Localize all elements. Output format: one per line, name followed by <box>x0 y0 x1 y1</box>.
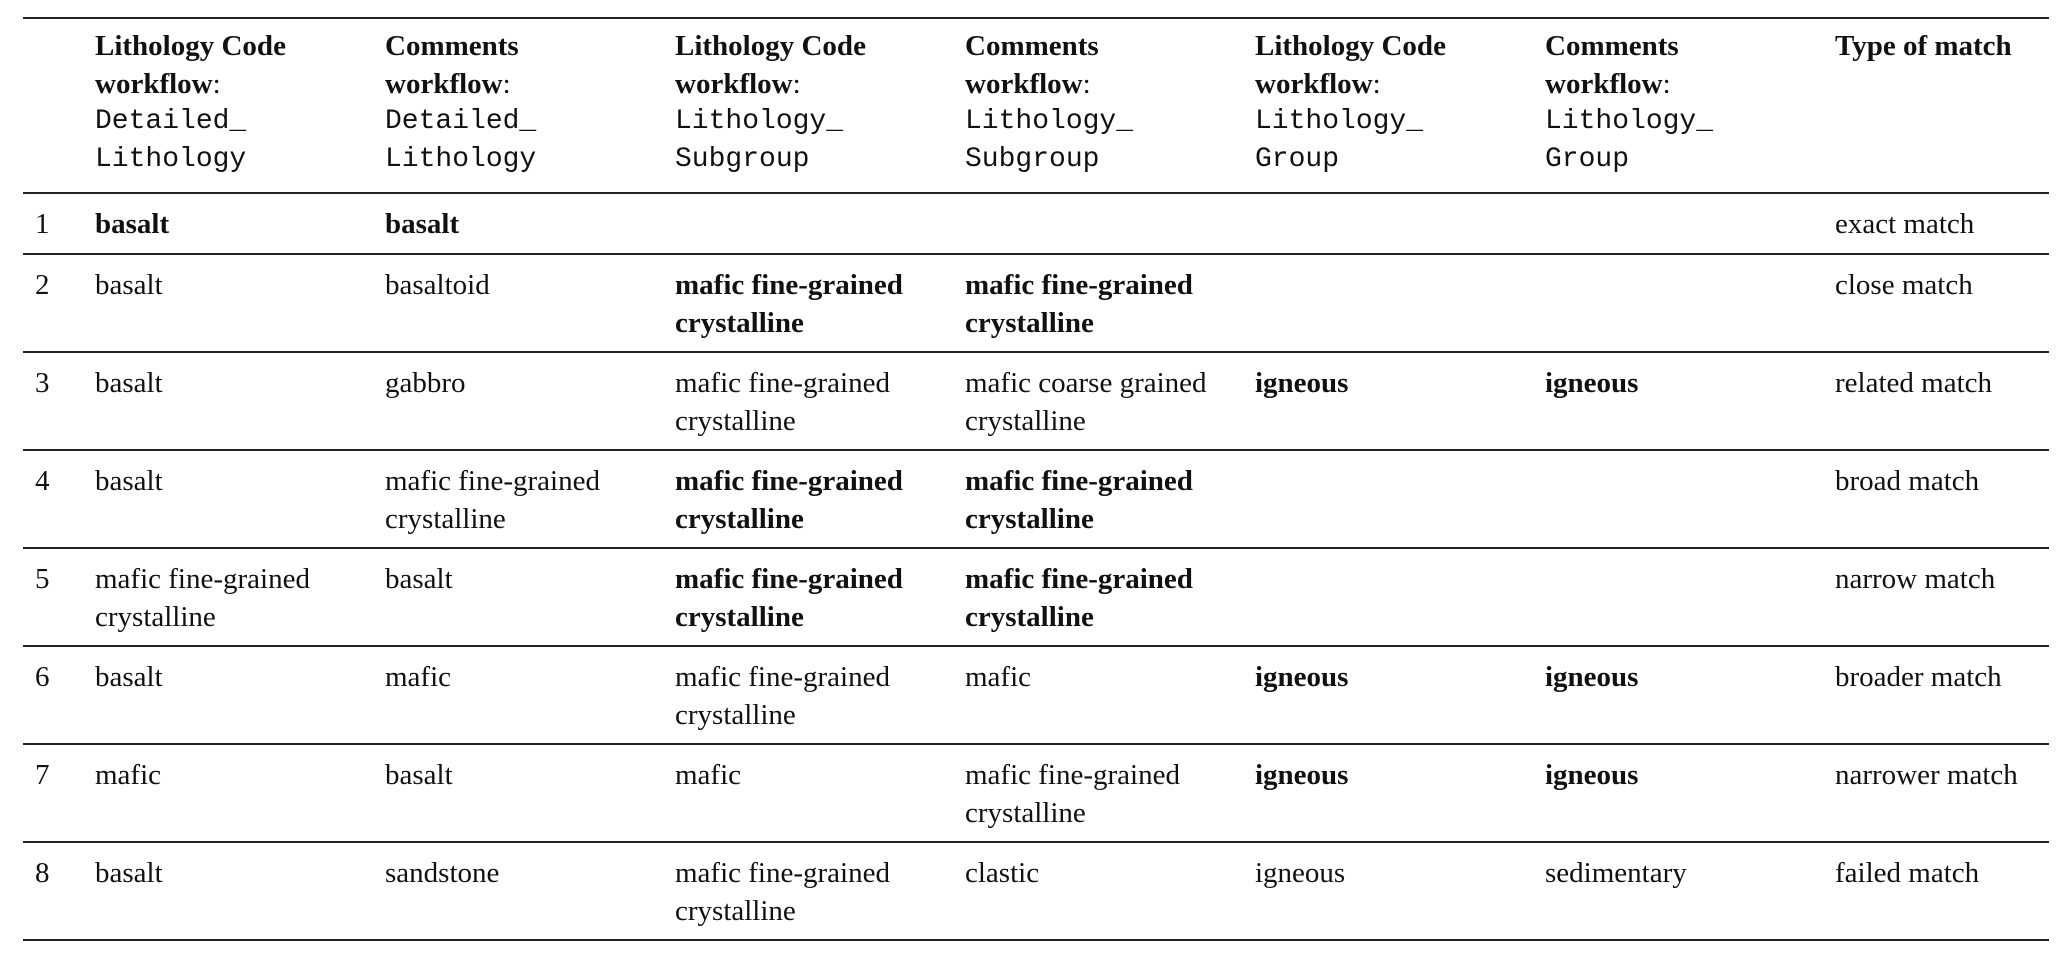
table-row <box>23 353 2049 451</box>
table-cell-lithology-code-group <box>1255 549 1545 645</box>
header-title: Comments <box>965 30 1099 62</box>
table-cell-index: 7 <box>35 759 50 791</box>
table-cell-lithology-code-detailed: basalt <box>95 367 163 399</box>
table-cell-comments-group <box>1545 549 1835 645</box>
header-cell-lithology-code-detailed <box>95 19 385 192</box>
table-row <box>23 194 2049 255</box>
table-cell-comments-subgroup: mafic fine-grained crystalline <box>965 269 1193 339</box>
table-cell-comments-group: igneous <box>1545 759 1639 791</box>
table-cell-comments-group <box>1545 255 1835 351</box>
table-cell-lithology-code-detailed: mafic <box>95 759 162 791</box>
table-cell-type-of-match: related match <box>1835 367 1992 399</box>
table-cell-type-of-match: narrow match <box>1835 563 1996 595</box>
table-cell-index: 5 <box>35 563 50 595</box>
table-cell-lithology-code-group: igneous <box>1255 759 1349 791</box>
table-row <box>23 745 2049 843</box>
header-workflow-label: workflow: <box>385 68 511 100</box>
table-cell-lithology-code-subgroup: mafic <box>675 759 742 791</box>
table-cell-comments-subgroup: mafic coarse grained crystalline <box>965 367 1207 437</box>
table-cell-lithology-code-subgroup: mafic fine-grained crystalline <box>675 857 890 927</box>
table-cell-comments-detailed: basalt <box>385 563 453 595</box>
table-cell-lithology-code-subgroup: mafic fine-grained crystalline <box>675 661 890 731</box>
table-cell-index: 2 <box>35 269 50 301</box>
table-cell-lithology-code-detailed: basalt <box>95 208 170 240</box>
table-cell-lithology-code-detailed: basalt <box>95 857 163 889</box>
match-types-table <box>23 17 2049 941</box>
header-cell-comments-group <box>1545 19 1835 192</box>
table-cell-comments-detailed: sandstone <box>385 857 500 889</box>
table-cell-comments-subgroup: mafic fine-grained crystalline <box>965 563 1193 633</box>
header-cell-comments-subgroup <box>965 19 1255 192</box>
table-cell-type-of-match: failed match <box>1835 857 1980 889</box>
header-workflow-value: Detailed_ Lithology <box>385 106 537 175</box>
header-title: Lithology Code <box>1255 30 1446 62</box>
table-cell-lithology-code-subgroup: mafic fine-grained crystalline <box>675 367 890 437</box>
table-cell-lithology-code-subgroup: mafic fine-grained crystalline <box>675 563 903 633</box>
header-cell-lithology-code-group <box>1255 19 1545 192</box>
table-cell-comments-subgroup <box>965 194 1255 253</box>
table-cell-comments-detailed: basalt <box>385 759 453 791</box>
table-cell-comments-detailed: basaltoid <box>385 269 490 301</box>
table-cell-comments-detailed: mafic <box>385 661 452 693</box>
header-cell-comments-detailed <box>385 19 675 192</box>
table-cell-lithology-code-group <box>1255 451 1545 547</box>
table-cell-comments-subgroup: clastic <box>965 857 1040 889</box>
table-cell-type-of-match: broad match <box>1835 465 1980 497</box>
table-cell-index: 4 <box>35 465 50 497</box>
header-workflow-label: workflow: <box>1545 68 1671 100</box>
table-cell-lithology-code-group <box>1255 255 1545 351</box>
table-cell-comments-group: igneous <box>1545 661 1639 693</box>
table-row <box>23 255 2049 353</box>
header-workflow-value: Lithology_ Group <box>1255 106 1424 175</box>
header-workflow-label: workflow: <box>95 68 221 100</box>
table-cell-type-of-match: exact match <box>1835 208 1975 240</box>
header-workflow-label: workflow: <box>965 68 1091 100</box>
table-cell-comments-subgroup: mafic fine-grained crystalline <box>965 759 1180 829</box>
table-cell-lithology-code-group <box>1255 194 1545 253</box>
header-cell-type-of-match <box>1835 19 2049 192</box>
table-cell-lithology-code-detailed: basalt <box>95 465 163 497</box>
table-cell-index: 6 <box>35 661 50 693</box>
table-header-row <box>23 19 2049 194</box>
table-cell-lithology-code-group: igneous <box>1255 367 1349 399</box>
table-cell-lithology-code-detailed: basalt <box>95 269 163 301</box>
header-workflow-value: Lithology_ Group <box>1545 106 1714 175</box>
table-cell-lithology-code-subgroup: mafic fine-grained crystalline <box>675 465 903 535</box>
table-cell-type-of-match: narrower match <box>1835 759 2018 791</box>
header-workflow-value: Detailed_ Lithology <box>95 106 247 175</box>
header-title: Lithology Code <box>95 30 286 62</box>
table-cell-comments-detailed: basalt <box>385 208 460 240</box>
header-workflow-label: workflow: <box>1255 68 1381 100</box>
table-row <box>23 549 2049 647</box>
header-cell-lithology-code-subgroup <box>675 19 965 192</box>
table-cell-type-of-match: close match <box>1835 269 1973 301</box>
table-cell-comments-subgroup: mafic <box>965 661 1032 693</box>
table-cell-comments-group: sedimentary <box>1545 857 1687 889</box>
table-cell-index: 3 <box>35 367 50 399</box>
table-cell-comments-group <box>1545 194 1835 253</box>
table-body <box>23 194 2049 941</box>
table-cell-lithology-code-detailed: mafic fine-grained crystalline <box>95 563 310 633</box>
table-row <box>23 451 2049 549</box>
table-cell-comments-detailed: gabbro <box>385 367 466 399</box>
header-cell-index <box>23 19 95 192</box>
table-cell-lithology-code-subgroup: mafic fine-grained crystalline <box>675 269 903 339</box>
table-cell-comments-group: igneous <box>1545 367 1639 399</box>
header-title: Type of match <box>1835 30 2012 62</box>
header-title: Lithology Code <box>675 30 866 62</box>
header-workflow-value: Lithology_ Subgroup <box>965 106 1134 175</box>
header-title: Comments <box>1545 30 1679 62</box>
header-title: Comments <box>385 30 519 62</box>
table-cell-lithology-code-subgroup <box>675 194 965 253</box>
table-cell-comments-detailed: mafic fine-grained crystalline <box>385 465 600 535</box>
header-workflow-value: Lithology_ Subgroup <box>675 106 844 175</box>
header-workflow-label: workflow: <box>675 68 801 100</box>
table-cell-lithology-code-group: igneous <box>1255 857 1346 889</box>
table-cell-index: 8 <box>35 857 50 889</box>
table-row <box>23 843 2049 941</box>
table-row <box>23 647 2049 745</box>
table-cell-type-of-match: broader match <box>1835 661 2002 693</box>
table-cell-comments-subgroup: mafic fine-grained crystalline <box>965 465 1193 535</box>
table-cell-lithology-code-group: igneous <box>1255 661 1349 693</box>
table-cell-comments-group <box>1545 451 1835 547</box>
table-cell-lithology-code-detailed: basalt <box>95 661 163 693</box>
table-cell-index: 1 <box>35 208 50 240</box>
